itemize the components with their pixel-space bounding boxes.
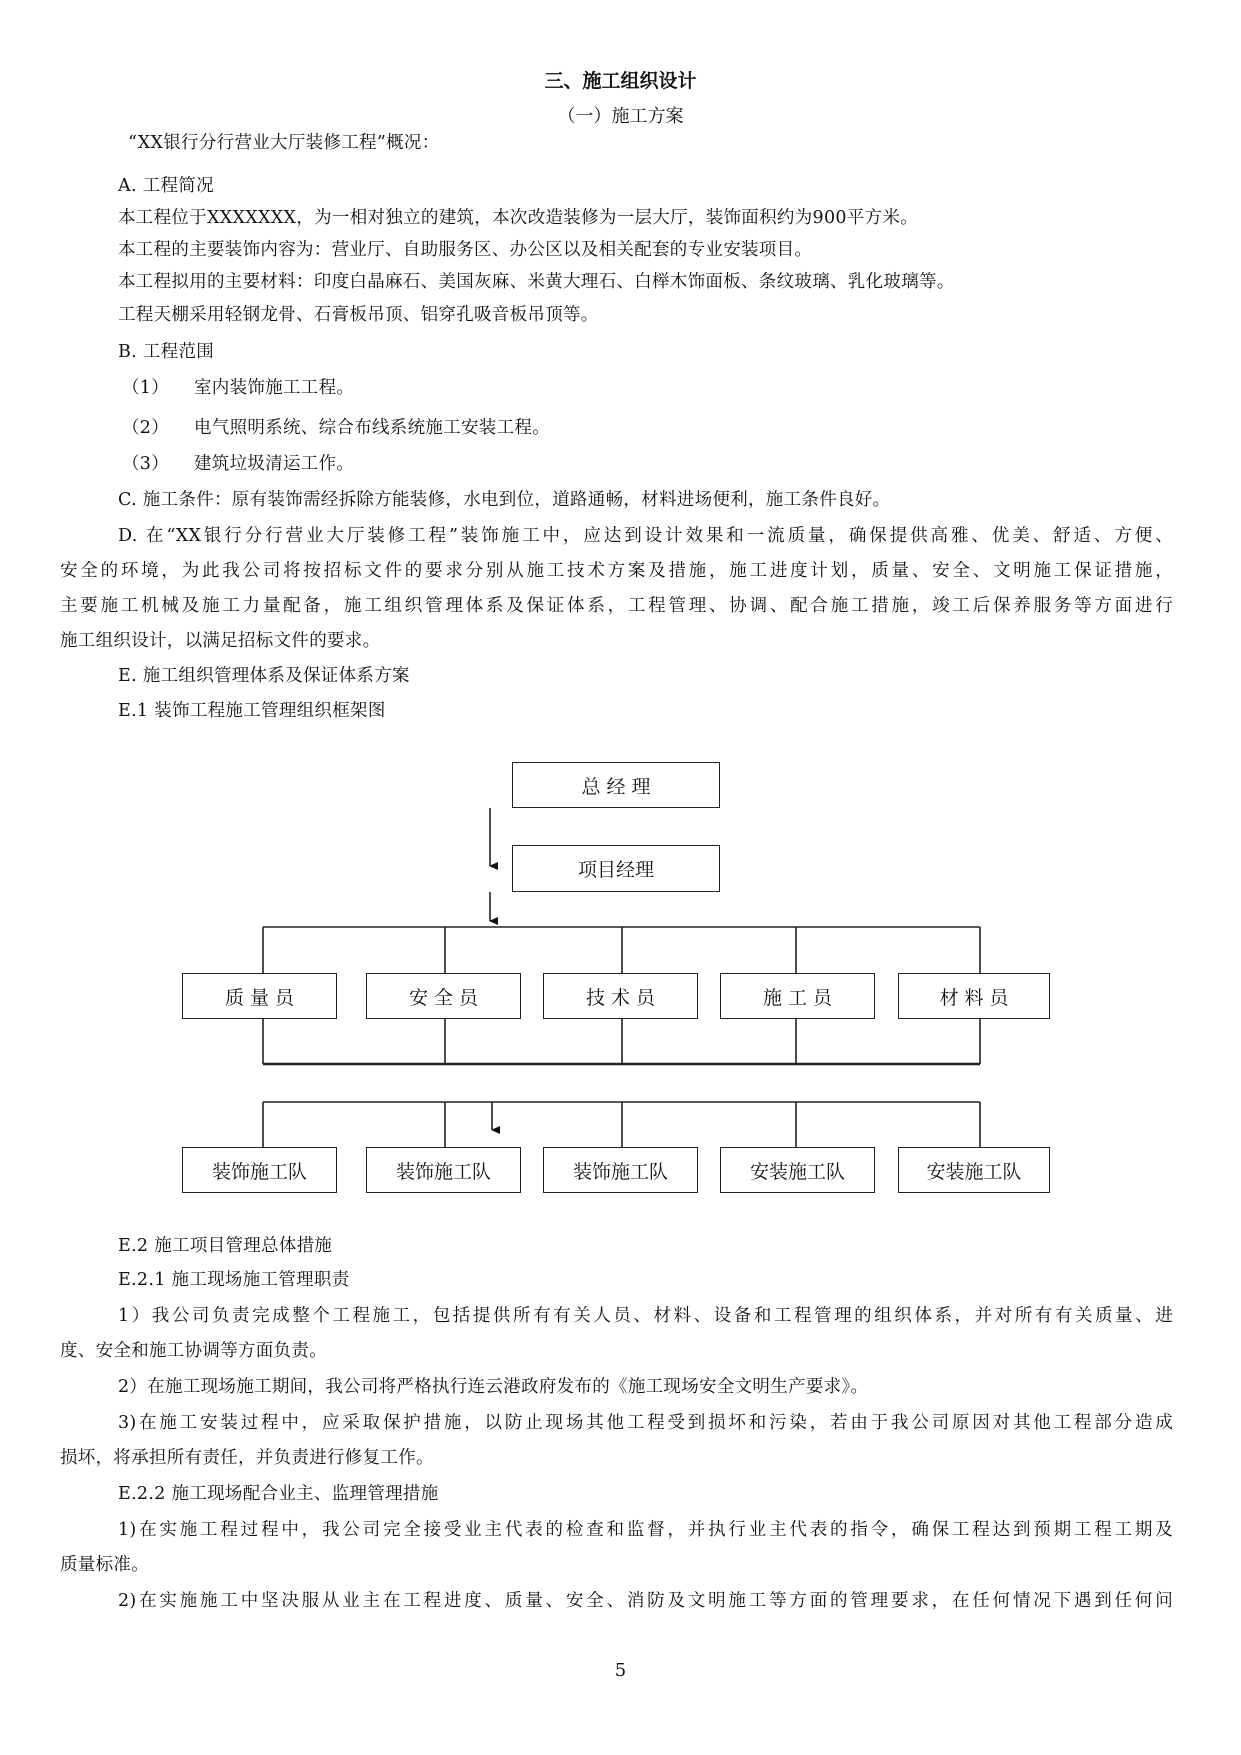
org-box-team-4: 安装施工队	[720, 1147, 875, 1193]
org-box-team-5: 安装施工队	[898, 1147, 1050, 1193]
paragraph-a1: 本工程位于XXXXXXX，为一相对独立的建筑，本次改造装修为一层大厅，装饰面积约为900平方米。	[118, 208, 919, 228]
e22-item1-line1: 1)在实施工程过程中，我公司完全接受业主代表的检查和监督，并执行业主代表的指令，确保工程达到预期工程工期及	[118, 1520, 1173, 1540]
e22-item1-line2: 质量标准。	[60, 1555, 149, 1575]
page-title: 三、施工组织设计	[544, 70, 697, 92]
section-d-line-3: 主要施工机械及施工力量配备，施工组织管理体系及保证体系，工程管理、协调、配合施工措施，竣工后保养服务等方面进行	[60, 596, 1173, 616]
e21-item2: 2）在施工现场施工期间，我公司将严格执行连云港政府发布的《施工现场安全文明生产要求》。	[118, 1377, 869, 1397]
section-c-paragraph: C. 施工条件：原有装饰需经拆除方能装修，水电到位，道路通畅，材料进场便利，施工条件良好。	[118, 490, 891, 510]
section-e-heading: E. 施工组织管理体系及保证体系方案	[118, 666, 410, 686]
org-box-role-construction: 施 工 员	[720, 973, 875, 1019]
list-number-2: （2）	[122, 418, 170, 438]
paragraph-a4: 工程天棚采用轻钢龙骨、石膏板吊顶、铝穿孔吸音板吊顶等。	[118, 305, 599, 325]
list-number-3: （3）	[122, 454, 170, 474]
section-e1-heading: E.1 装饰工程施工管理组织框架图	[118, 701, 386, 721]
org-box-team-3: 装饰施工队	[543, 1147, 698, 1193]
section-e21-heading: E.2.1 施工现场施工管理职责	[118, 1270, 350, 1290]
section-a-heading: A. 工程简况	[118, 176, 214, 196]
e21-item1-line2: 度、安全和施工协调等方面负责。	[60, 1341, 327, 1361]
section-e22-heading: E.2.2 施工现场配合业主、监理管理措施	[118, 1484, 439, 1504]
org-box-role-safety: 安 全 员	[366, 973, 521, 1019]
org-box-role-quality: 质 量 员	[182, 973, 337, 1019]
section-d-line-2: 安全的环境，为此我公司将按招标文件的要求分别从施工技术方案及措施，施工进度计划，质量、安全、文明施工保证措施，	[60, 561, 1173, 581]
org-box-role-materials: 材 料 员	[898, 973, 1050, 1019]
section-subtitle: （一）施工方案	[557, 106, 684, 127]
org-box-role-technical: 技 术 员	[543, 973, 698, 1019]
org-box-general-manager: 总 经 理	[512, 762, 720, 808]
page-number: 5	[614, 1660, 627, 1681]
list-item-3: 建筑垃圾清运工作。	[194, 454, 355, 474]
e21-item3-line2: 损坏，将承担所有责任，并负责进行修复工作。	[60, 1448, 434, 1468]
list-item-2: 电气照明系统、综合布线系统施工安装工程。	[194, 418, 550, 438]
list-number-1: （1）	[122, 378, 170, 398]
org-box-team-2: 装饰施工队	[366, 1147, 521, 1193]
paragraph-a2: 本工程的主要装饰内容为：营业厅、自助服务区、办公区以及相关配套的专业安装项目。	[118, 240, 813, 260]
e21-item1-line1: 1）我公司负责完成整个工程施工，包括提供所有有关人员、材料、设备和工程管理的组织体系，并对所有有关质量、进	[118, 1306, 1173, 1326]
e22-item2-line1: 2)在实施施工中坚决服从业主在工程进度、质量、安全、消防及文明施工等方面的管理要求，在任何情况下遇到任何问	[118, 1591, 1173, 1611]
overview-heading: “XX银行分行营业大厅装修工程”概况：	[128, 133, 440, 153]
paragraph-a3: 本工程拟用的主要材料：印度白晶麻石、美国灰麻、米黄大理石、白榉木饰面板、条纹玻璃、乳化玻璃等。	[118, 272, 955, 292]
section-d-line-4: 施工组织设计，以满足招标文件的要求。	[60, 631, 381, 651]
section-e2-heading: E.2 施工项目管理总体措施	[118, 1236, 333, 1256]
section-d-line-1: D. 在“XX银行分行营业大厅装修工程”装饰施工中，应达到设计效果和一流质量，确保提供高雅、优美、舒适、方便、	[118, 526, 1173, 546]
org-box-team-1: 装饰施工队	[182, 1147, 337, 1193]
e21-item3-line1: 3)在施工安装过程中，应采取保护措施，以防止现场其他工程受到损坏和污染，若由于我公司原因对其他工程部分造成	[118, 1413, 1173, 1433]
org-box-project-manager: 项目经理	[512, 845, 720, 892]
list-item-1: 室内装饰施工工程。	[194, 378, 355, 398]
section-b-heading: B. 工程范围	[118, 342, 215, 362]
